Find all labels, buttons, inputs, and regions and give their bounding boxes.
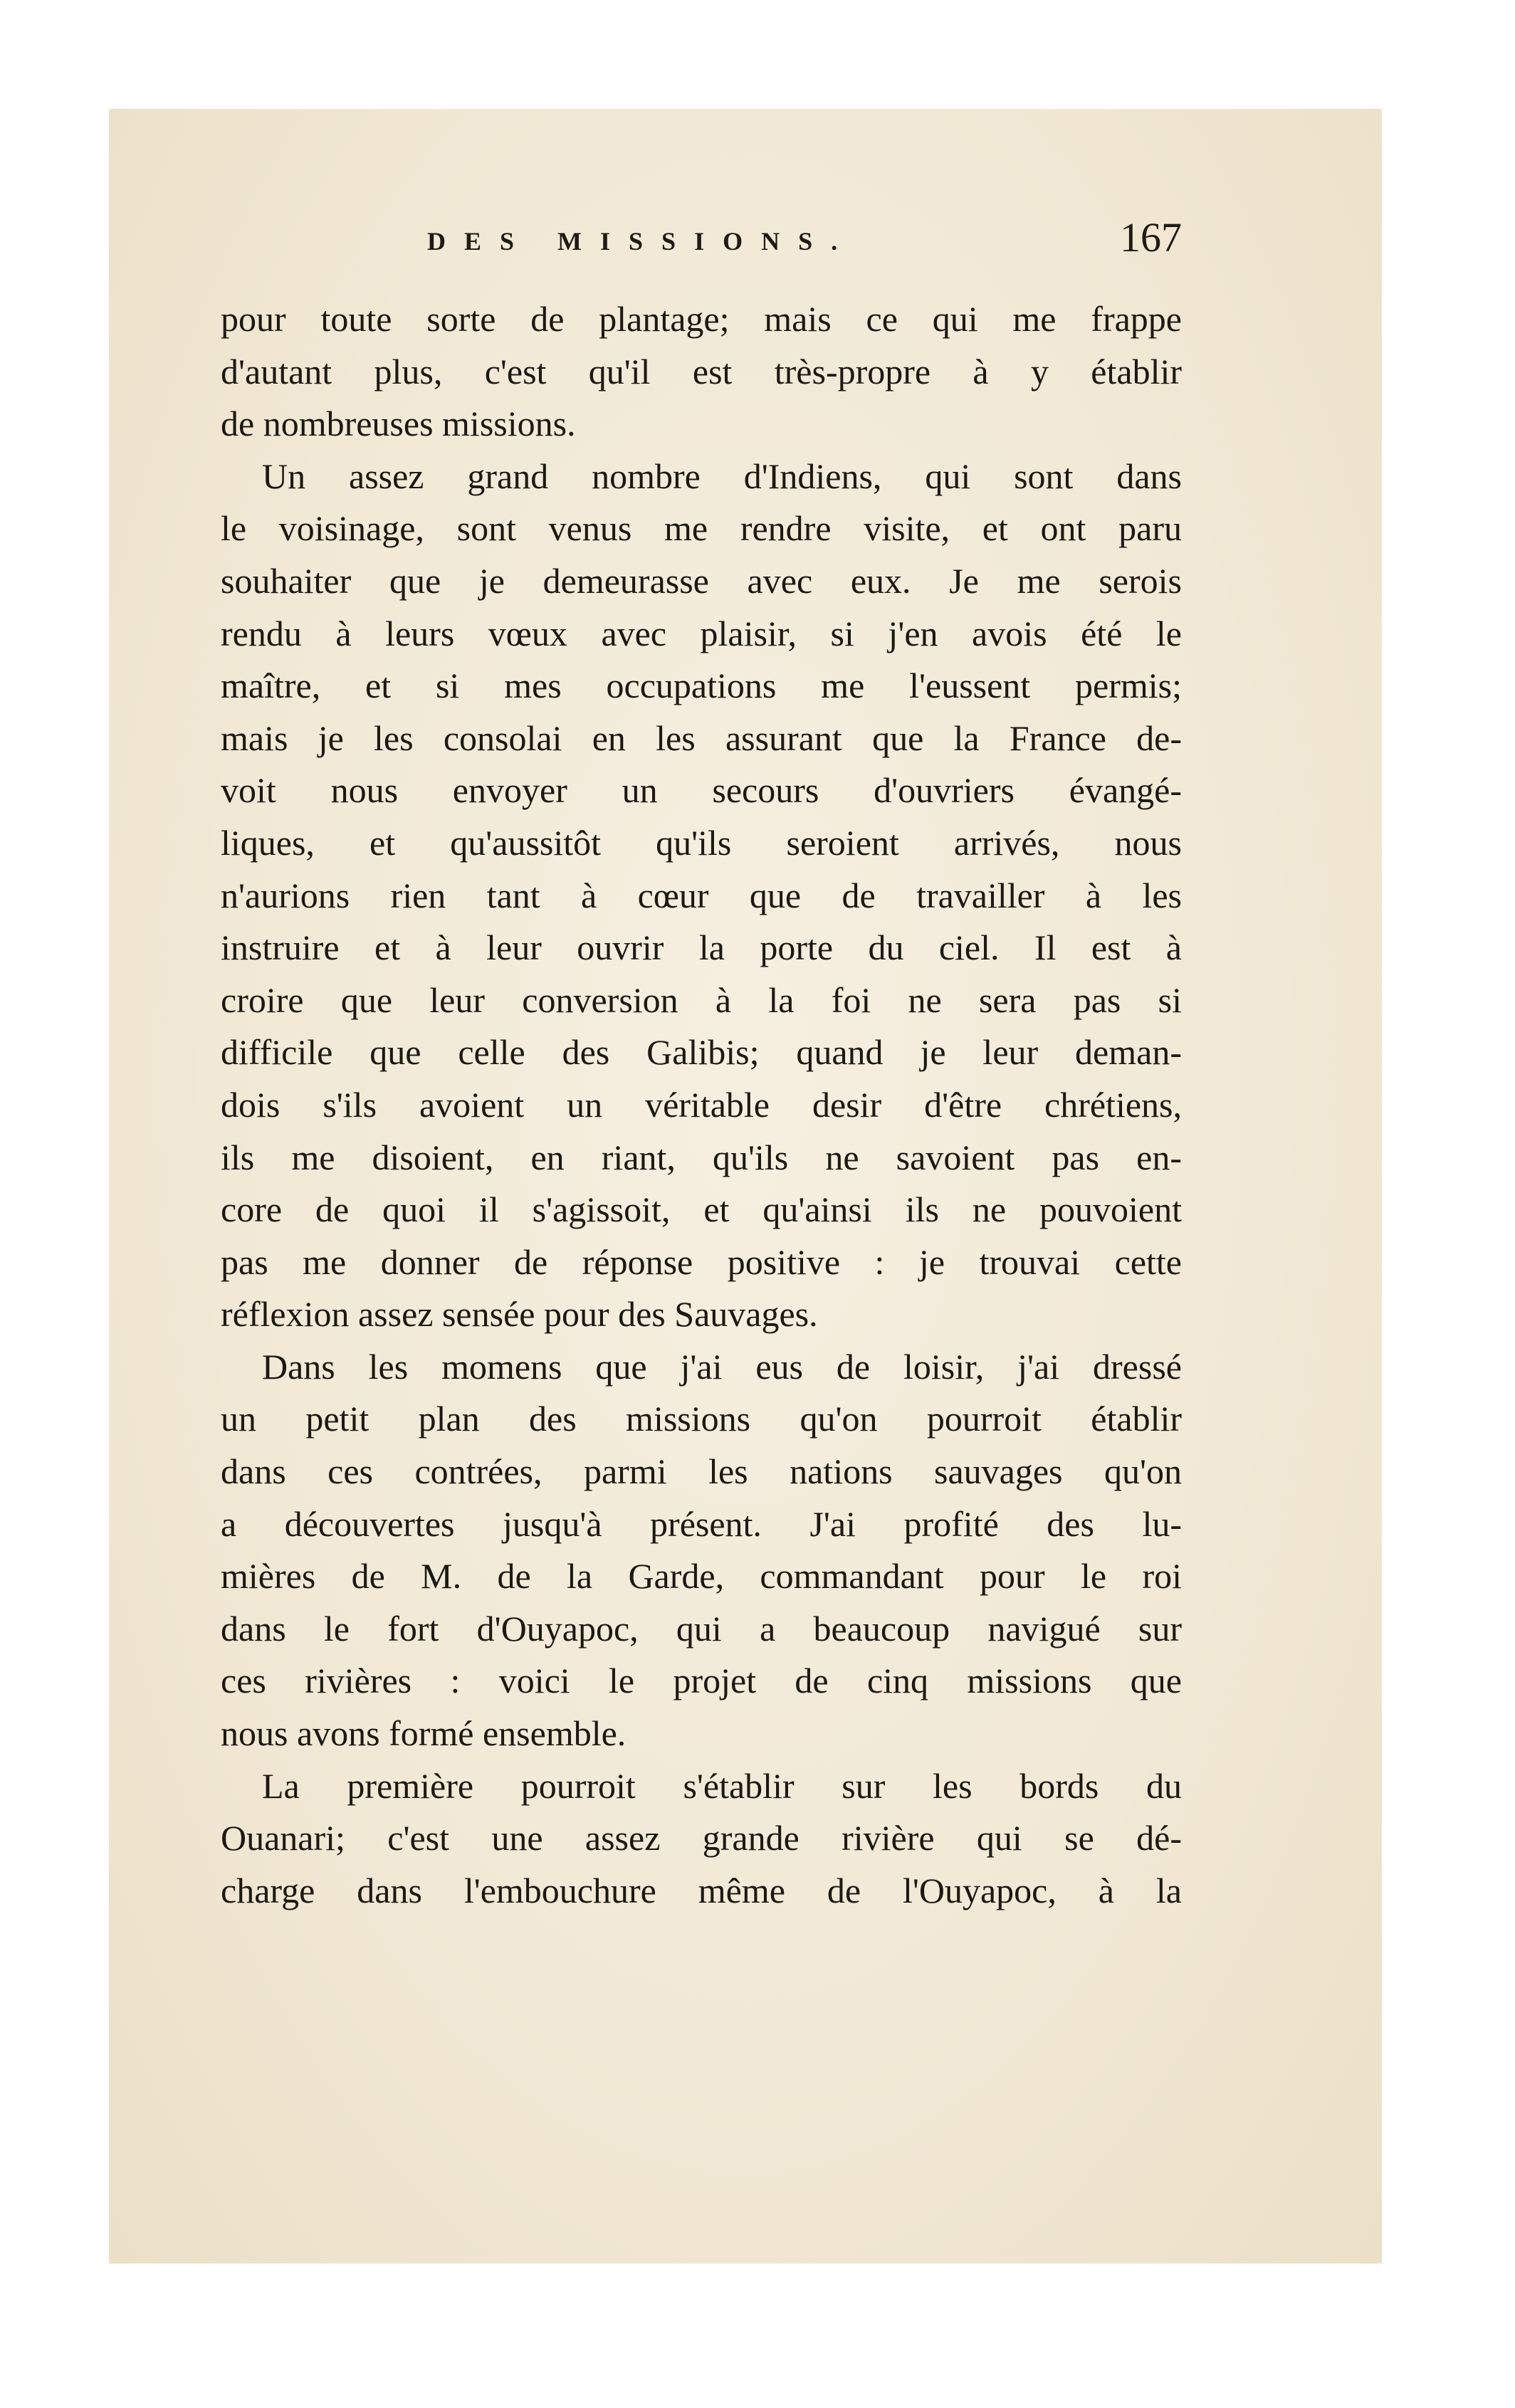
text-line: Un assez grand nombre d'Indiens, qui sont dans — [262, 456, 1182, 496]
text-line: de nombreuses missions. — [221, 404, 576, 444]
text-line: dans le fort d'Ouyapoc, qui a beaucoup navigué sur — [221, 1608, 1182, 1649]
text-line: dans ces contrées, parmi les nations sauvages qu'on — [221, 1451, 1182, 1492]
body-text — [221, 293, 1182, 1917]
text-line: ils me disoient, en riant, qu'ils ne savoient pas en- — [221, 1137, 1182, 1177]
text-line: croire que leur conversion à la foi ne sera pas si — [221, 979, 1182, 1020]
text-line: Ouanari; c'est une assez grande rivière qui se dé- — [221, 1818, 1182, 1858]
text-line: un petit plan des missions qu'on pourroit établir — [221, 1399, 1182, 1439]
text-line: maître, et si mes occupations me l'eussent permis; — [221, 666, 1182, 706]
text-line: charge dans l'embouchure même de l'Ouyapoc, à la — [221, 1870, 1182, 1910]
text-line: réflexion assez sensée pour des Sauvages. — [221, 1294, 818, 1335]
text-line: mières de M. de la Garde, commandant pour le roi — [221, 1556, 1182, 1597]
text-line: voit nous envoyer un secours d'ouvriers évangé- — [221, 770, 1182, 811]
page-header — [221, 214, 1182, 270]
text-line: Dans les momens que j'ai eus de loisir, j'ai dressé — [262, 1346, 1182, 1387]
text-line: liques, et qu'aussitôt qu'ils seroient arrivés, nous — [221, 822, 1182, 863]
text-line: difficile que celle des Galibis; quand je leur deman- — [221, 1032, 1182, 1073]
text-line: La première pourroit s'établir sur les bords du — [262, 1765, 1182, 1806]
page-number: 167 — [1120, 214, 1182, 261]
text-line: instruire et à leur ouvrir la porte du ciel. Il est à — [221, 927, 1182, 968]
text-line: souhaiter que je demeurasse avec eux. Je me serois — [221, 560, 1182, 601]
text-line: core de quoi il s'agissoit, et qu'ainsi ils ne pouvoient — [221, 1189, 1182, 1230]
text-line: nous avons formé ensemble. — [221, 1713, 627, 1754]
text-line: pas me donner de réponse positive : je trouvai cette — [221, 1241, 1182, 1282]
text-line: ces rivières : voici le projet de cinq missions que — [221, 1661, 1182, 1701]
text-line: a découvertes jusqu'à présent. J'ai profité des lu- — [221, 1503, 1182, 1544]
text-line: d'autant plus, c'est qu'il est très-propre à y établir — [221, 351, 1182, 391]
text-line: rendu à leurs vœux avec plaisir, si j'en avois été le — [221, 613, 1182, 653]
text-line: n'aurions rien tant à cœur que de travailler à les — [221, 875, 1182, 915]
text-line: dois s'ils avoient un véritable desir d'être chrétiens, — [221, 1084, 1182, 1125]
running-title: DES MISSIONS. — [427, 227, 856, 256]
text-line: pour toute sorte de plantage; mais ce qui me frappe — [221, 299, 1182, 339]
text-line: le voisinage, sont venus me rendre visite, et ont paru — [221, 508, 1182, 549]
text-line: mais je les consolai en les assurant que la France de- — [221, 717, 1182, 758]
